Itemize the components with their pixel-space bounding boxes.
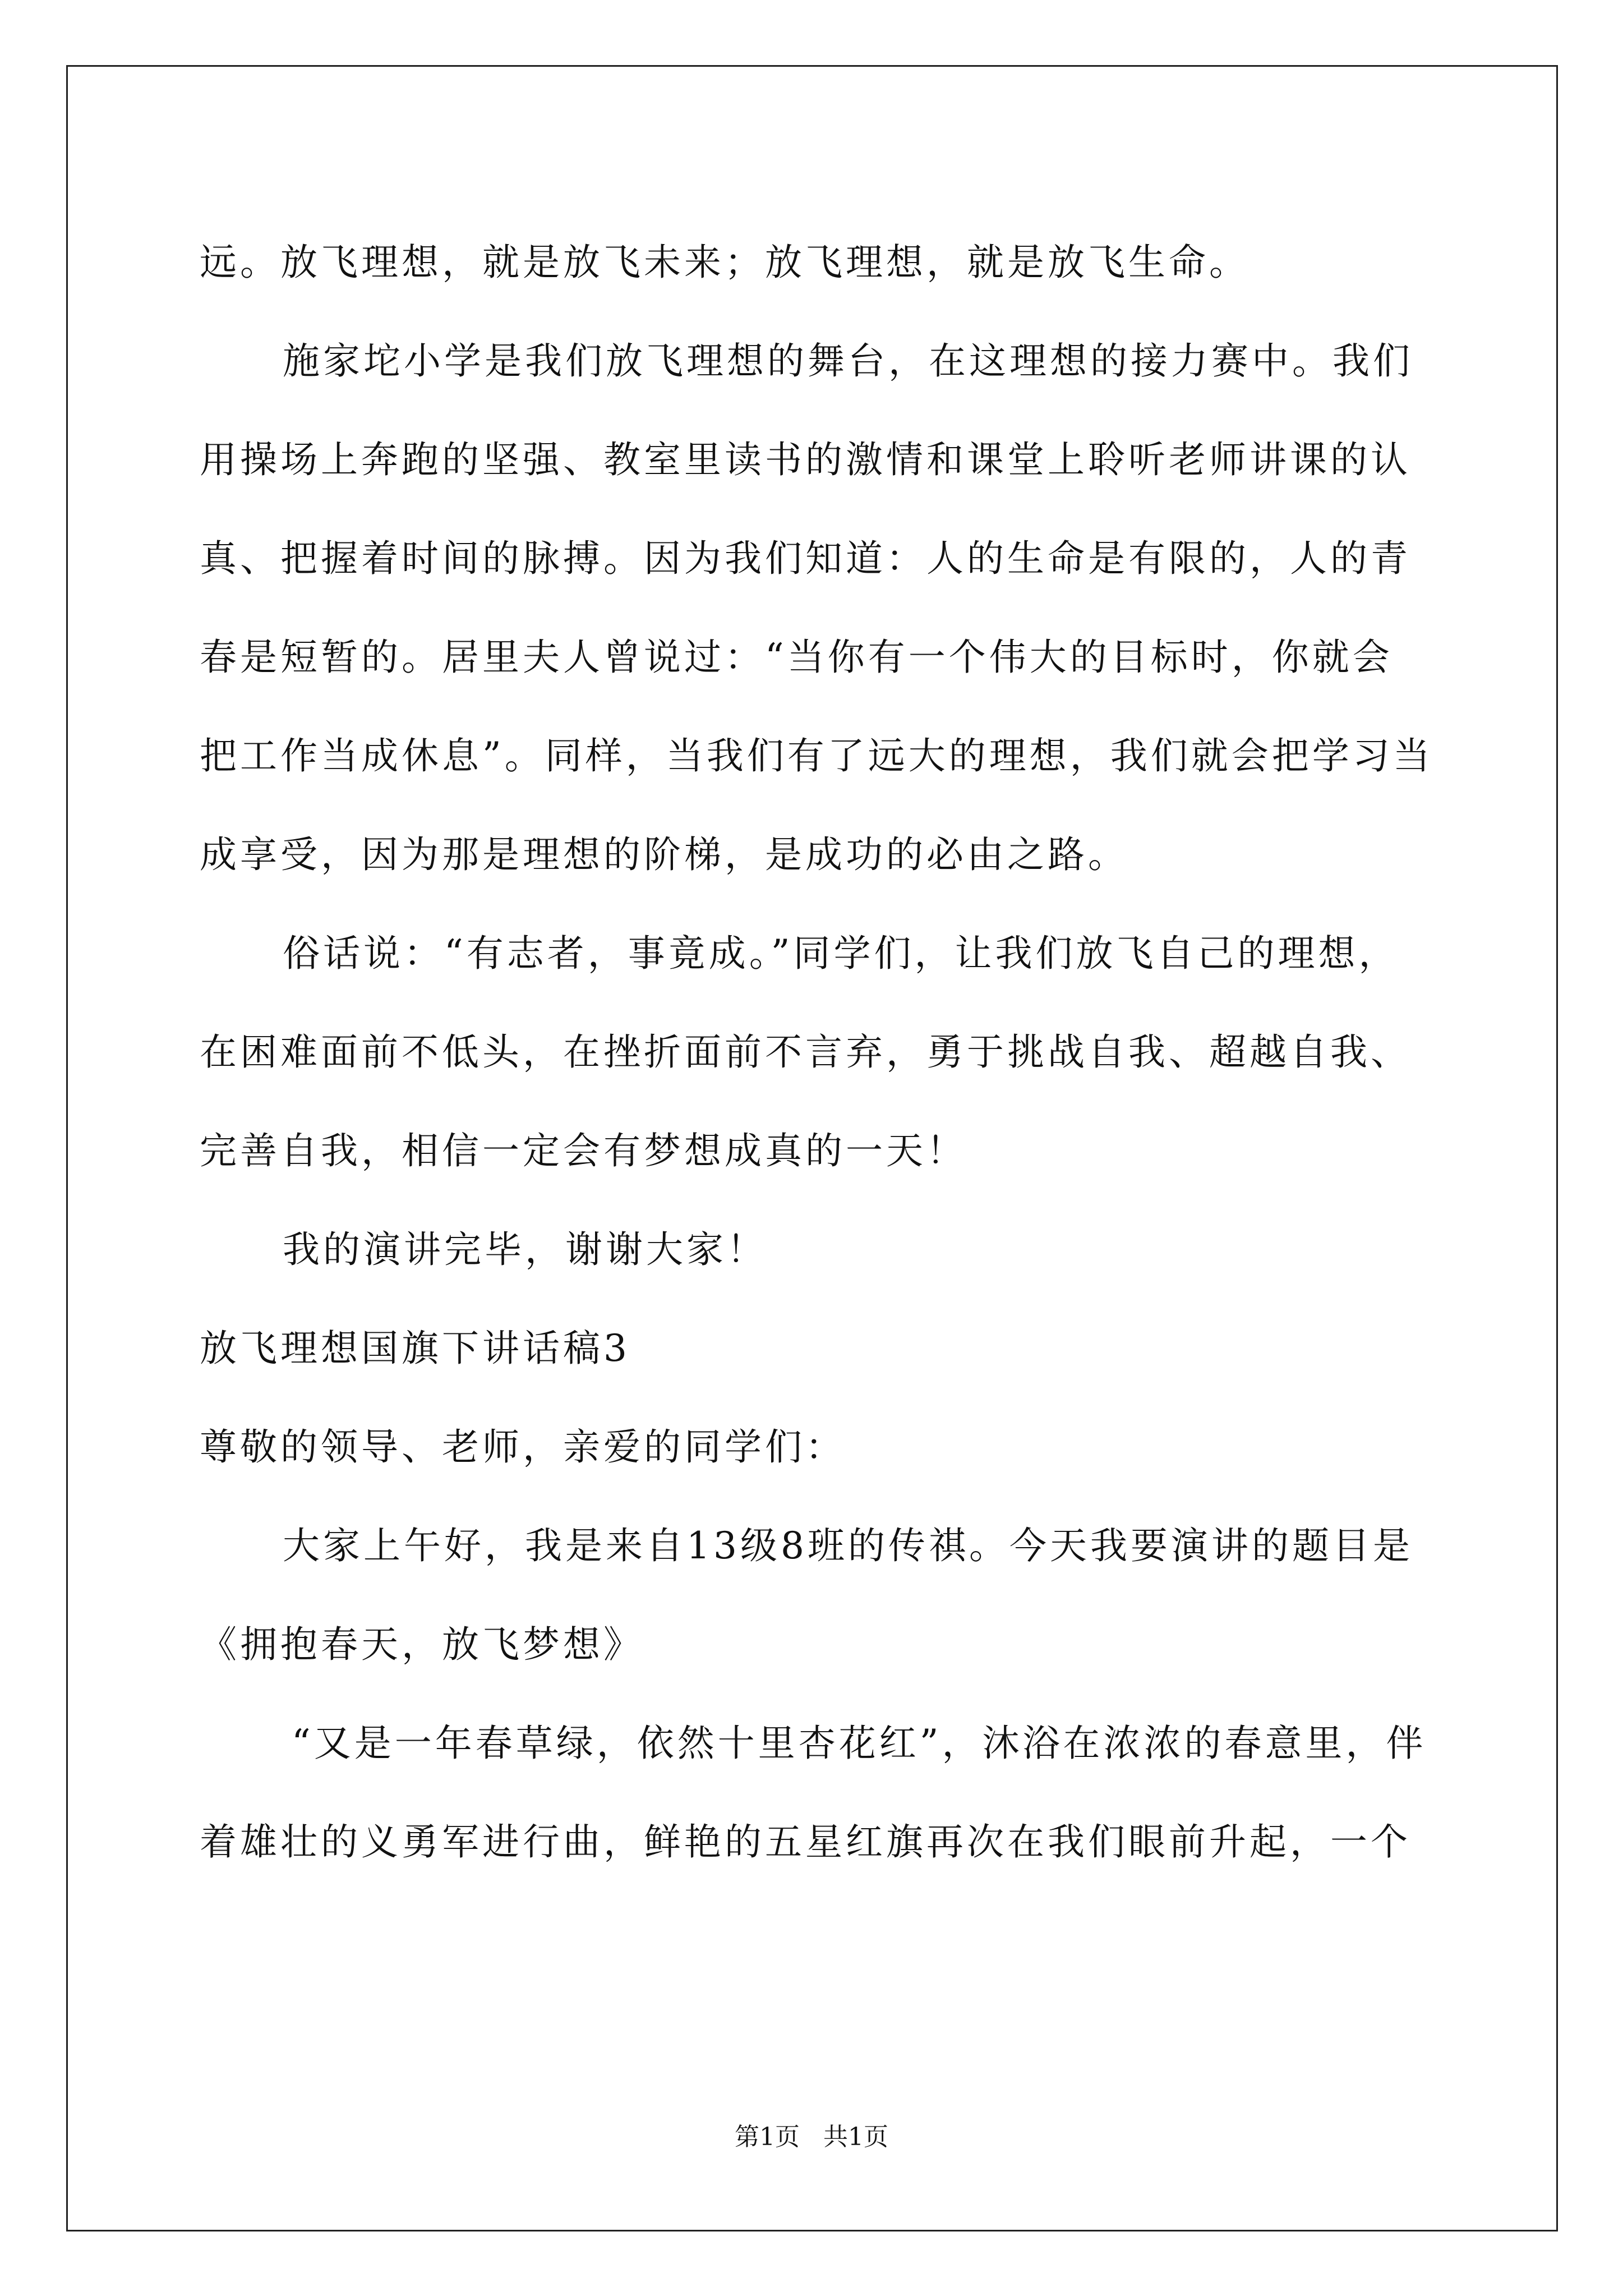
text-line: 用操场上奔跑的坚强、教室里读书的激情和课堂上聆听老师讲课的认	[200, 438, 1411, 481]
text-line: 真、把握着时间的脉搏。因为我们知道：人的生命是有限的，人的青	[200, 537, 1411, 580]
text-line: “又是一年春草绿，依然十里杏花红”，沐浴在浓浓的春意里，伴	[292, 1722, 1427, 1765]
text-line: 成享受，因为那是理想的阶梯，是成功的必由之路。	[200, 833, 1128, 876]
salutation: 尊敬的领导、老师，亲爱的同学们：	[200, 1425, 846, 1469]
text-line: 远。放飞理想，就是放飞未来；放飞理想，就是放飞生命。	[200, 241, 1249, 284]
text-line: 在困难面前不低头，在挫折面前不言弃，勇于挑战自我、超越自我、	[200, 1030, 1411, 1074]
text-line: 大家上午好，我是来自13级8班的传祺。今天我要演讲的题目是	[283, 1524, 1413, 1567]
text-line: 俗话说：“有志者，事竟成。”同学们，让我们放飞自己的理想，	[283, 932, 1399, 975]
text-line: 着雄壮的义勇军进行曲，鲜艳的五星红旗再次在我们眼前升起，一个	[200, 1820, 1411, 1864]
speech-title: 《拥抱春天，放飞梦想》	[200, 1623, 644, 1666]
text-line: 春是短暂的。居里夫人曾说过：“当你有一个伟大的目标时，你就会	[200, 636, 1393, 679]
text-line: 完善自我，相信一定会有梦想成真的一天！	[200, 1129, 967, 1172]
text-line: 我的演讲完毕，谢谢大家！	[283, 1228, 767, 1271]
text-line: 把工作当成休息”。同样，当我们有了远大的理想，我们就会把学习当	[200, 734, 1433, 777]
section-heading: 放飞理想国旗下讲话稿3	[200, 1327, 630, 1370]
document-body	[200, 213, 1433, 1892]
page-number: 第1页 共1页	[735, 2123, 888, 2151]
text-line: 施家坨小学是我们放飞理想的舞台，在这理想的接力赛中。我们	[283, 339, 1413, 383]
